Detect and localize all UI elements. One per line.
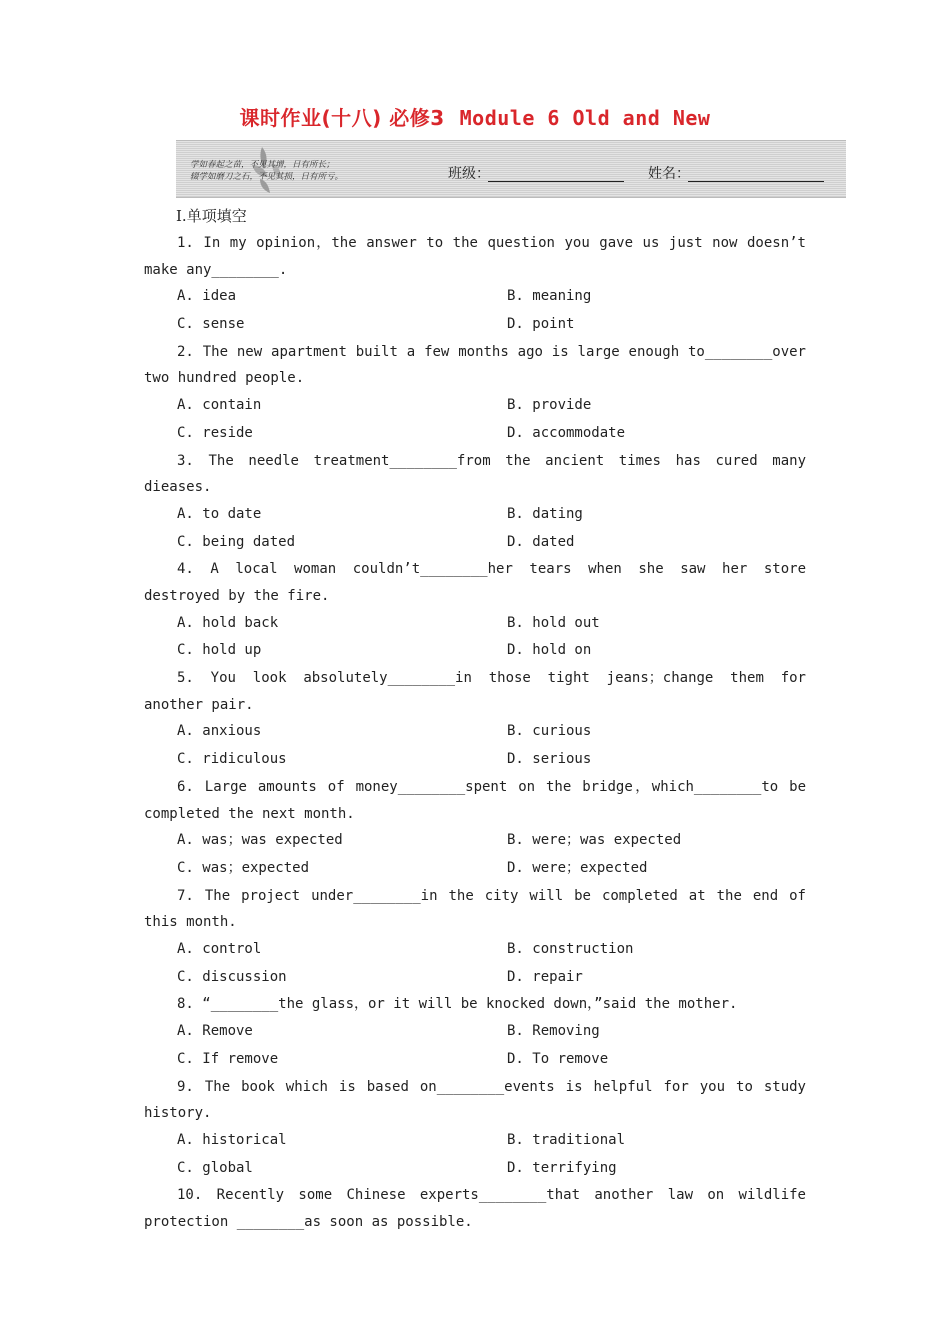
answer-option[interactable]: B. meaning [507,288,592,305]
answer-options [144,610,806,666]
answer-option[interactable]: A. hold back [177,614,279,631]
answer-option[interactable]: D. dated [507,533,575,550]
answer-option[interactable]: A. control [177,940,262,957]
question-stem: 8. “________the glass，or it will be knocked down，”said the mother. [177,996,738,1013]
title-cn: 课时作业(十八) 必修3 [239,106,445,130]
title-en: Module 6 Old and New [459,106,711,130]
answer-option[interactable]: A. historical [177,1131,287,1148]
answer-option[interactable]: C. sense [177,315,245,332]
header-banner [176,140,846,198]
answer-options [144,501,806,557]
answer-option[interactable]: A. Remove [177,1023,253,1040]
answer-options [144,936,806,992]
answer-option[interactable]: C. reside [177,424,253,441]
class-field[interactable] [488,181,624,182]
answer-option[interactable]: B. traditional [507,1131,626,1148]
answer-options [144,392,806,448]
answer-options [144,718,806,774]
question-stem: 5. You look absolutely________in those tight jeans；change them for another pair. [144,670,806,713]
question-stem: 6. Large amounts of money________spent on the bridge，which________to be completed the next month. [144,778,806,822]
question-stem: 1. In my opinion，the answer to the question you gave us just now doesn’t make any________. [144,235,806,278]
name-field[interactable] [688,181,824,182]
answer-option[interactable]: A. to date [177,505,262,522]
question-stem: 4. A local woman couldn’t________her tears when she saw her store destroyed by the fire. [144,561,806,604]
answer-options [144,283,806,339]
question-list [144,203,806,1236]
question-item [144,665,806,774]
question-item [144,230,806,339]
motto-line-2: 辍学如磨刀之石，不见其损，日有所亏。 [190,172,344,182]
answer-option[interactable]: A. was；was expected [177,832,343,849]
answer-option[interactable]: D. serious [507,751,592,768]
answer-option[interactable]: D. were；expected [507,859,648,876]
question-item [144,1182,806,1235]
answer-option[interactable]: C. being dated [177,533,296,550]
answer-option[interactable]: C. ridiculous [177,751,287,768]
answer-options [144,1018,806,1074]
answer-options [144,1127,806,1183]
answer-option[interactable]: A. anxious [177,723,262,740]
answer-option[interactable]: C. hold up [177,642,262,659]
answer-options [144,827,806,883]
name-label: 姓名： [648,166,690,182]
question-stem: 2. The new apartment built a few months ago is large enough to________over two hundred people. [144,343,806,387]
question-stem: 7. The project under________in the city will be completed at the end of this month. [144,887,806,931]
question-stem: 9. The book which is based on________events is helpful for you to study history. [144,1078,806,1122]
section-heading: Ⅰ.单项填空 [176,207,247,225]
page-title [0,102,950,131]
answer-option[interactable]: D. terrifying [507,1159,617,1176]
answer-option[interactable]: B. provide [507,396,592,413]
question-item [144,774,806,883]
motto-line-1: 学如春起之苗，不见其增，日有所长； [190,160,335,170]
answer-option[interactable]: B. hold out [507,614,600,631]
motto [190,159,343,183]
question-item [144,339,806,448]
question-item [144,883,806,992]
answer-option[interactable]: B. Removing [507,1023,600,1040]
question-item [144,448,806,557]
answer-option[interactable]: C. was；expected [177,859,310,876]
answer-option[interactable]: D. repair [507,968,583,985]
class-label: 班级： [448,166,490,182]
answer-option[interactable]: D. hold on [507,642,592,659]
answer-option[interactable]: C. If remove [177,1050,279,1067]
answer-option[interactable]: A. idea [177,288,237,305]
answer-option[interactable]: B. construction [507,940,634,957]
answer-option[interactable]: D. point [507,315,575,332]
answer-option[interactable]: B. dating [507,505,583,522]
answer-option[interactable]: C. global [177,1159,253,1176]
question-item [144,556,806,665]
answer-option[interactable]: B. curious [507,723,592,740]
question-stem: 3. The needle treatment________from the ancient times has cured many dieases. [144,452,806,496]
answer-option[interactable]: B. were；was expected [507,832,682,849]
answer-option[interactable]: A. contain [177,396,262,413]
question-stem: 10. Recently some Chinese experts________that another law on wildlife protection ________as soon as possible. [144,1187,806,1231]
question-item [144,991,806,1073]
answer-option[interactable]: C. discussion [177,968,287,985]
answer-option[interactable]: D. To remove [507,1050,609,1067]
answer-option[interactable]: D. accommodate [507,424,626,441]
question-item [144,1074,806,1183]
